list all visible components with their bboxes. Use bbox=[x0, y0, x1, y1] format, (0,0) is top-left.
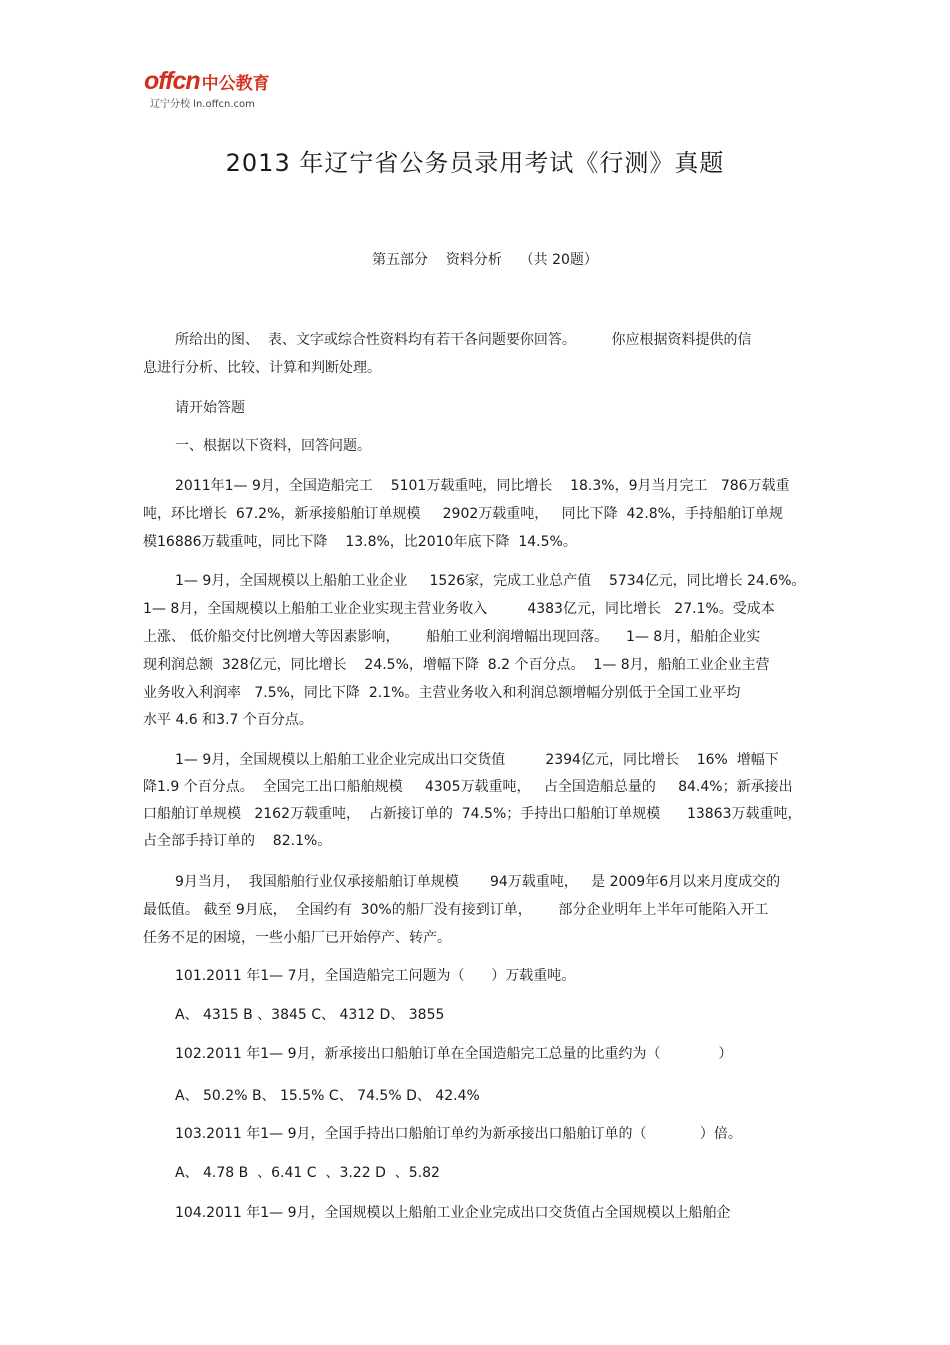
logo-brand: offcn bbox=[144, 67, 200, 95]
paragraph-line: 口船舶订单规模 2162万载重吨， 占新接订单的 74.5%；手持出口船舶订单规模 13863万载重吨， bbox=[143, 806, 802, 822]
logo-name: 中公教育 bbox=[201, 74, 270, 94]
paragraph-line: 占全部手持订单的 82.1%。 bbox=[143, 833, 332, 849]
paragraph-line: 息进行分析、比较、计算和判断处理。 bbox=[143, 360, 381, 376]
paragraph-line: 降1.9 个百分点。 全国完工出口船舶规模 4305万载重吨， 占全国造船总量的 84.4%；新承接出 bbox=[143, 779, 793, 795]
paragraph-line: 最低值。 截至 9月底， 全国约有 30%的船厂没有接到订单， 部分企业明年上半年可能陷入开工 bbox=[143, 902, 769, 918]
paragraph-line: 请开始答题 bbox=[175, 400, 245, 416]
question-line: 104.2011 年1— 9月，全国规模以上船舶工业企业完成出口交货值占全国规模以上船舶企 bbox=[175, 1205, 731, 1221]
paragraph-line: 任务不足的困境，一些小船厂已开始停产、转产。 bbox=[143, 930, 451, 946]
paragraph-line: 水平 4.6 和3.7 个百分点。 bbox=[143, 712, 313, 728]
question-line: 102.2011 年1— 9月，新承接出口船舶订单在全国造船完工总量的比重约为（ ） bbox=[175, 1046, 733, 1062]
logo-subtitle: 辽宁分校 ln.offcn.com bbox=[150, 99, 255, 110]
paragraph-line: 业务收入利润率 7.5%，同比下降 2.1%。主营业务收入和利润总额增幅分别低于全国工业平均 bbox=[143, 685, 741, 701]
offcn-logo bbox=[144, 68, 284, 112]
answer-options: A、 4.78 B 、6.41 C 、3.22 D 、5.82 bbox=[175, 1165, 440, 1181]
logo-mark bbox=[144, 68, 270, 97]
paragraph-line: 上涨、 低价船交付比例增大等因素影响， 船舶工业利润增幅出现回落。 1— 8月，船舶企业实 bbox=[143, 629, 761, 645]
paragraph-line: 所给出的图、 表、文字或综合性资料均有若干各问题要你回答。 你应根据资料提供的信 bbox=[175, 332, 752, 348]
paragraph-line: 吨，环比增长 67.2%，新承接船舶订单规模 2902万载重吨， 同比下降 42.8%，手持船舶订单规 bbox=[143, 506, 783, 522]
paragraph-line: 2011年1— 9月，全国造船完工 5101万载重吨，同比增长 18.3%，9月当月完工 786万载重 bbox=[175, 478, 790, 494]
paragraph-line: 9月当月， 我国船舶行业仅承接船舶订单规模 94万载重吨， 是 2009年6月以来月度成交的 bbox=[175, 874, 781, 890]
paragraph-line: 现利润总额 328亿元，同比增长 24.5%，增幅下降 8.2 个百分点。 1— 8月，船舶工业企业主营 bbox=[143, 657, 770, 673]
paragraph-line: 1— 9月，全国规模以上船舶工业企业完成出口交货值 2394亿元，同比增长 16% 增幅下 bbox=[175, 752, 779, 768]
question-line: 101.2011 年1— 7月，全国造船完工问题为（ ）万载重吨。 bbox=[175, 968, 576, 984]
paragraph-line: 一、根据以下资料，回答问题。 bbox=[175, 438, 371, 454]
paragraph-line: 1— 8月，全国规模以上船舶工业企业实现主营业务收入 4383亿元，同比增长 27.1%。受成本 bbox=[143, 601, 775, 617]
paragraph-line: 1— 9月，全国规模以上船舶工业企业 1526家，完成工业总产值 5734亿元，同比增长 24.6%。 bbox=[175, 573, 806, 589]
answer-options: A、 4315 B 、3845 C、 4312 D、 3855 bbox=[175, 1007, 445, 1023]
section-heading: 第五部分 资料分析 （共 20题） bbox=[372, 252, 598, 268]
paragraph-line: 模16886万载重吨，同比下降 13.8%，比2010年底下降 14.5%。 bbox=[143, 534, 577, 550]
document-title: 2013 年辽宁省公务员录用考试《行测》真题 bbox=[225, 149, 725, 177]
answer-options: A、 50.2% B、 15.5% C、 74.5% D、 42.4% bbox=[175, 1088, 480, 1104]
question-line: 103.2011 年1— 9月，全国手持出口船舶订单约为新承接出口船舶订单的（ ）倍。 bbox=[175, 1126, 742, 1142]
